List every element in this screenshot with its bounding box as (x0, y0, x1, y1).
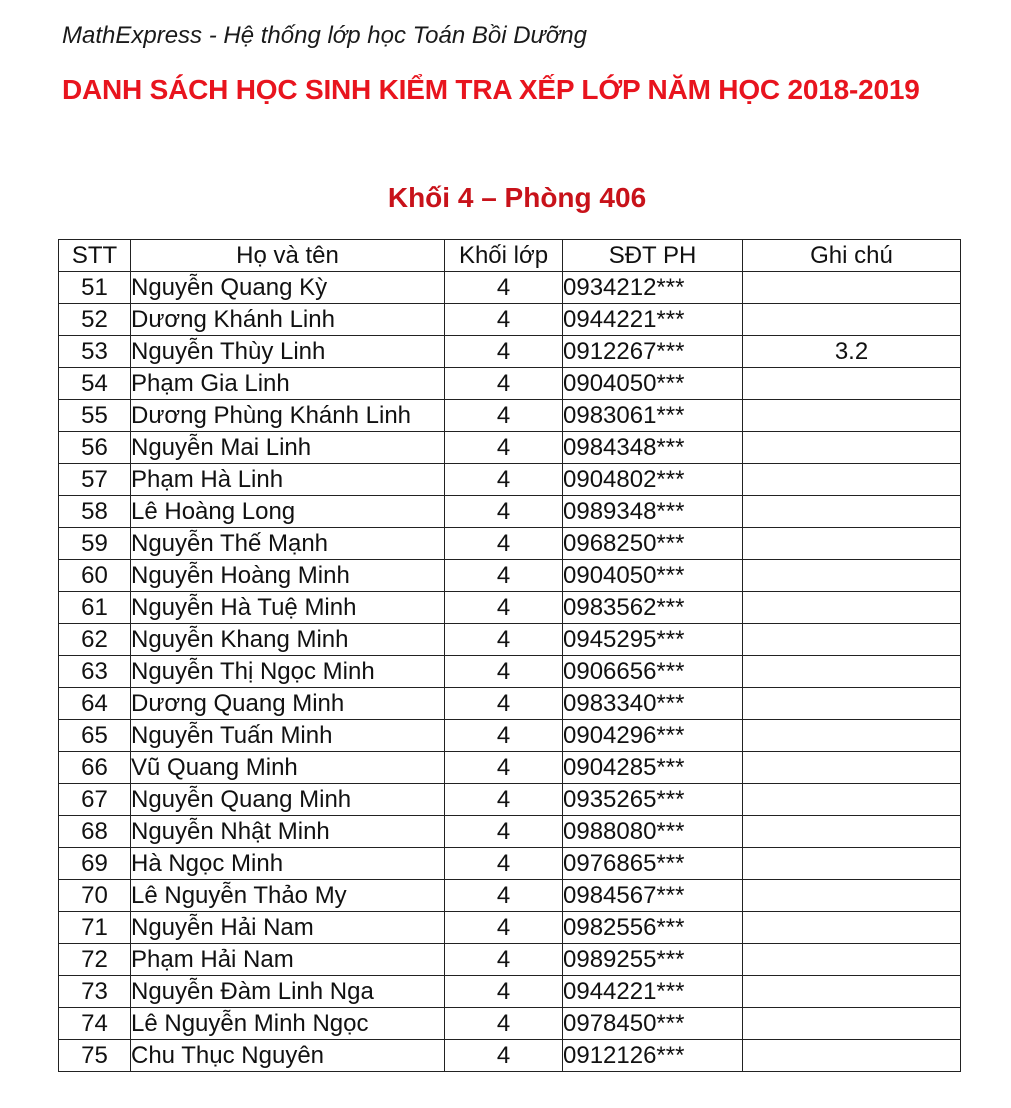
cell-grade: 4 (445, 304, 563, 336)
cell-phone: 0904285*** (563, 752, 743, 784)
cell-grade: 4 (445, 624, 563, 656)
cell-stt: 72 (59, 944, 131, 976)
cell-grade: 4 (445, 816, 563, 848)
cell-note: 3.2 (743, 336, 961, 368)
cell-phone: 0989348*** (563, 496, 743, 528)
header-phone: SĐT PH (563, 240, 743, 272)
cell-phone: 0912126*** (563, 1040, 743, 1072)
table-row (59, 464, 961, 496)
cell-stt: 57 (59, 464, 131, 496)
page-title: DANH SÁCH HỌC SINH KIỂM TRA XẾP LỚP NĂM HỌC 2018-2019 (62, 74, 920, 105)
cell-name: Dương Khánh Linh (131, 304, 445, 336)
header-note: Ghi chú (743, 240, 961, 272)
cell-stt: 51 (59, 272, 131, 304)
cell-grade: 4 (445, 368, 563, 400)
cell-note (743, 1008, 961, 1040)
cell-note (743, 464, 961, 496)
header-name: Họ và tên (131, 240, 445, 272)
cell-name: Lê Nguyễn Thảo My (131, 880, 445, 912)
cell-note (743, 304, 961, 336)
cell-name: Nguyễn Hà Tuệ Minh (131, 592, 445, 624)
cell-note (743, 912, 961, 944)
cell-name: Dương Quang Minh (131, 688, 445, 720)
table-row (59, 496, 961, 528)
cell-note (743, 848, 961, 880)
cell-grade: 4 (445, 944, 563, 976)
cell-stt: 52 (59, 304, 131, 336)
table-row (59, 752, 961, 784)
table-row (59, 624, 961, 656)
cell-note (743, 624, 961, 656)
cell-note (743, 976, 961, 1008)
cell-phone: 0968250*** (563, 528, 743, 560)
cell-name: Vũ Quang Minh (131, 752, 445, 784)
cell-phone: 0912267*** (563, 336, 743, 368)
table-row (59, 912, 961, 944)
cell-name: Phạm Hải Nam (131, 944, 445, 976)
cell-phone: 0984348*** (563, 432, 743, 464)
cell-phone: 0904050*** (563, 368, 743, 400)
cell-name: Nguyễn Hoàng Minh (131, 560, 445, 592)
cell-grade: 4 (445, 592, 563, 624)
table-row (59, 272, 961, 304)
cell-phone: 0988080*** (563, 816, 743, 848)
cell-grade: 4 (445, 432, 563, 464)
cell-note (743, 592, 961, 624)
cell-phone: 0983562*** (563, 592, 743, 624)
cell-grade: 4 (445, 848, 563, 880)
cell-note (743, 496, 961, 528)
cell-phone: 0982556*** (563, 912, 743, 944)
cell-stt: 68 (59, 816, 131, 848)
table-row (59, 336, 961, 368)
cell-stt: 60 (59, 560, 131, 592)
cell-note (743, 688, 961, 720)
table-row (59, 304, 961, 336)
cell-grade: 4 (445, 976, 563, 1008)
cell-phone: 0984567*** (563, 880, 743, 912)
table-row (59, 528, 961, 560)
cell-note (743, 720, 961, 752)
cell-grade: 4 (445, 1008, 563, 1040)
cell-stt: 73 (59, 976, 131, 1008)
cell-name: Lê Nguyễn Minh Ngọc (131, 1008, 445, 1040)
cell-phone: 0906656*** (563, 656, 743, 688)
cell-name: Phạm Gia Linh (131, 368, 445, 400)
table-row (59, 1008, 961, 1040)
cell-stt: 58 (59, 496, 131, 528)
cell-name: Dương Phùng Khánh Linh (131, 400, 445, 432)
cell-name: Nguyễn Đàm Linh Nga (131, 976, 445, 1008)
cell-grade: 4 (445, 496, 563, 528)
cell-phone: 0944221*** (563, 976, 743, 1008)
cell-name: Nguyễn Nhật Minh (131, 816, 445, 848)
cell-grade: 4 (445, 912, 563, 944)
cell-name: Hà Ngọc Minh (131, 848, 445, 880)
cell-phone: 0976865*** (563, 848, 743, 880)
cell-stt: 67 (59, 784, 131, 816)
cell-grade: 4 (445, 784, 563, 816)
cell-name: Phạm Hà Linh (131, 464, 445, 496)
cell-note (743, 656, 961, 688)
table-row (59, 656, 961, 688)
cell-grade: 4 (445, 880, 563, 912)
header-grade: Khối lớp (445, 240, 563, 272)
header-stt: STT (59, 240, 131, 272)
table-row (59, 688, 961, 720)
cell-grade: 4 (445, 720, 563, 752)
table-row (59, 432, 961, 464)
cell-grade: 4 (445, 656, 563, 688)
cell-stt: 62 (59, 624, 131, 656)
table-row (59, 848, 961, 880)
cell-grade: 4 (445, 336, 563, 368)
cell-stt: 64 (59, 688, 131, 720)
cell-stt: 69 (59, 848, 131, 880)
cell-phone: 0904296*** (563, 720, 743, 752)
cell-phone: 0989255*** (563, 944, 743, 976)
table-row (59, 816, 961, 848)
cell-phone: 0935265*** (563, 784, 743, 816)
cell-stt: 61 (59, 592, 131, 624)
table-row (59, 592, 961, 624)
cell-stt: 74 (59, 1008, 131, 1040)
subtitle: MathExpress - Hệ thống lớp học Toán Bồi Dưỡng (62, 22, 587, 49)
cell-phone: 0978450*** (563, 1008, 743, 1040)
cell-name: Lê Hoàng Long (131, 496, 445, 528)
cell-note (743, 1040, 961, 1072)
cell-grade: 4 (445, 688, 563, 720)
cell-note (743, 560, 961, 592)
cell-phone: 0983340*** (563, 688, 743, 720)
cell-stt: 71 (59, 912, 131, 944)
table-body (59, 272, 961, 1072)
cell-note (743, 784, 961, 816)
cell-name: Nguyễn Thùy Linh (131, 336, 445, 368)
student-table (58, 239, 961, 1072)
cell-name: Nguyễn Quang Minh (131, 784, 445, 816)
cell-stt: 70 (59, 880, 131, 912)
cell-note (743, 528, 961, 560)
cell-note (743, 432, 961, 464)
cell-grade: 4 (445, 1040, 563, 1072)
cell-name: Chu Thục Nguyên (131, 1040, 445, 1072)
cell-phone: 0944221*** (563, 304, 743, 336)
cell-grade: 4 (445, 400, 563, 432)
cell-stt: 53 (59, 336, 131, 368)
cell-grade: 4 (445, 464, 563, 496)
cell-stt: 56 (59, 432, 131, 464)
cell-phone: 0945295*** (563, 624, 743, 656)
cell-stt: 66 (59, 752, 131, 784)
cell-stt: 59 (59, 528, 131, 560)
cell-grade: 4 (445, 560, 563, 592)
cell-phone: 0934212*** (563, 272, 743, 304)
table-row (59, 976, 961, 1008)
cell-grade: 4 (445, 528, 563, 560)
table-row (59, 720, 961, 752)
cell-name: Nguyễn Thị Ngọc Minh (131, 656, 445, 688)
cell-stt: 54 (59, 368, 131, 400)
cell-note (743, 880, 961, 912)
cell-name: Nguyễn Quang Kỳ (131, 272, 445, 304)
cell-note (743, 368, 961, 400)
cell-note (743, 944, 961, 976)
table-row (59, 880, 961, 912)
cell-stt: 75 (59, 1040, 131, 1072)
cell-stt: 55 (59, 400, 131, 432)
cell-note (743, 272, 961, 304)
table-row (59, 944, 961, 976)
cell-stt: 63 (59, 656, 131, 688)
cell-phone: 0904050*** (563, 560, 743, 592)
table-row (59, 1040, 961, 1072)
cell-note (743, 400, 961, 432)
table-row (59, 560, 961, 592)
cell-phone: 0904802*** (563, 464, 743, 496)
table-header-row (59, 240, 961, 272)
cell-note (743, 752, 961, 784)
cell-grade: 4 (445, 752, 563, 784)
cell-stt: 65 (59, 720, 131, 752)
table-row (59, 400, 961, 432)
cell-name: Nguyễn Thế Mạnh (131, 528, 445, 560)
cell-name: Nguyễn Mai Linh (131, 432, 445, 464)
cell-note (743, 816, 961, 848)
table-row (59, 368, 961, 400)
table-row (59, 784, 961, 816)
cell-phone: 0983061*** (563, 400, 743, 432)
room-heading: Khối 4 – Phòng 406 (387, 182, 647, 213)
cell-name: Nguyễn Khang Minh (131, 624, 445, 656)
cell-grade: 4 (445, 272, 563, 304)
cell-name: Nguyễn Tuấn Minh (131, 720, 445, 752)
cell-name: Nguyễn Hải Nam (131, 912, 445, 944)
